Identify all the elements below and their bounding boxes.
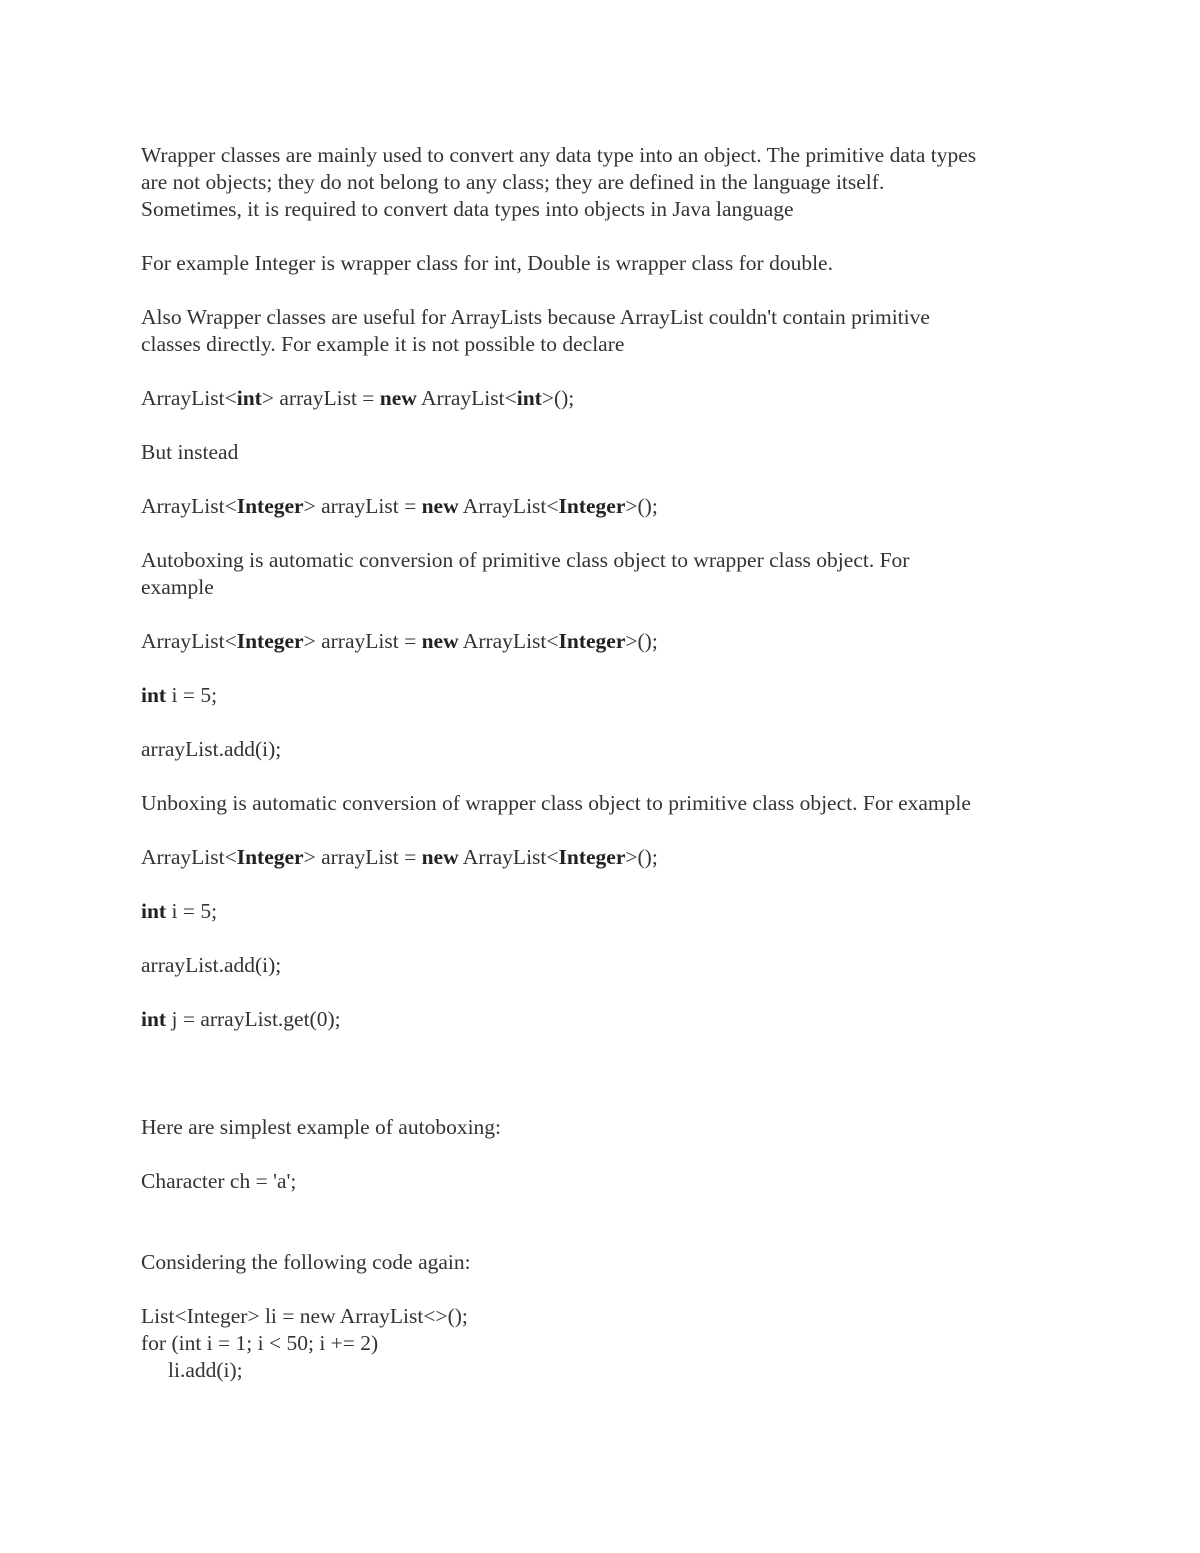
code-keyword: int xyxy=(516,386,542,410)
code-int-i-2 xyxy=(141,898,1076,925)
code-keyword: new xyxy=(379,386,417,410)
text-line: Wrapper classes are mainly used to convert any data type into an object. The primitive data types xyxy=(141,143,977,167)
text-line: Also Wrapper classes are useful for ArrayLists because ArrayList couldn't contain primitive xyxy=(141,305,930,329)
code-keyword: int xyxy=(141,899,167,923)
arraylists-paragraph xyxy=(141,304,1076,358)
code-character: Character ch = 'a'; xyxy=(141,1169,297,1193)
code-final-block xyxy=(141,1303,1076,1384)
code-text: > arrayList = xyxy=(303,494,422,518)
code-text: ArrayList< xyxy=(141,494,237,518)
text-line: Autoboxing is automatic conversion of primitive class object to wrapper class object. For xyxy=(141,548,910,572)
document-body xyxy=(141,142,1076,1384)
code-keyword: Integer xyxy=(558,494,626,518)
text-line: example xyxy=(141,575,214,599)
blank-space xyxy=(141,1222,1076,1249)
code-keyword: int xyxy=(141,683,167,707)
code-text: > arrayList = xyxy=(303,845,422,869)
code-int-i-1 xyxy=(141,682,1076,709)
code-text: ArrayList< xyxy=(458,845,559,869)
code-keyword: Integer xyxy=(236,494,304,518)
but-instead-paragraph: But instead xyxy=(141,440,239,464)
code-text: >(); xyxy=(625,494,658,518)
simplest-paragraph: Here are simplest example of autoboxing: xyxy=(141,1115,502,1139)
code-keyword: new xyxy=(421,629,459,653)
code-text: j = arrayList.get(0); xyxy=(166,1007,341,1031)
unboxing-paragraph: Unboxing is automatic conversion of wrapper class object to primitive class object. For example xyxy=(141,791,971,815)
code-add-i-2: arrayList.add(i); xyxy=(141,953,282,977)
code-keyword: int xyxy=(141,1007,167,1031)
code-arraylist-integer-1 xyxy=(141,493,1076,520)
code-add-i-1: arrayList.add(i); xyxy=(141,737,282,761)
code-text: ArrayList< xyxy=(458,494,559,518)
code-text: ArrayList< xyxy=(141,386,237,410)
code-text: ArrayList< xyxy=(141,629,237,653)
considering-paragraph: Considering the following code again: xyxy=(141,1250,471,1274)
code-text: >(); xyxy=(625,845,658,869)
code-keyword: Integer xyxy=(236,629,304,653)
code-text: i = 5; xyxy=(166,683,218,707)
blank-space xyxy=(141,1060,1076,1114)
intro-paragraph xyxy=(141,142,1076,223)
code-keyword: int xyxy=(236,386,262,410)
code-text: > arrayList = xyxy=(303,629,422,653)
code-keyword: Integer xyxy=(558,845,626,869)
code-arraylist-integer-2 xyxy=(141,628,1076,655)
code-text: ArrayList< xyxy=(416,386,517,410)
code-line: li.add(i); xyxy=(168,1358,243,1382)
code-text: >(); xyxy=(625,629,658,653)
code-keyword: new xyxy=(421,494,459,518)
code-arraylist-integer-3 xyxy=(141,844,1076,871)
code-line: for (int i = 1; i < 50; i += 2) xyxy=(141,1331,379,1355)
code-arraylist-int xyxy=(141,385,1076,412)
code-text: ArrayList< xyxy=(458,629,559,653)
code-line: List<Integer> li = new ArrayList<>(); xyxy=(141,1304,468,1328)
code-keyword: Integer xyxy=(236,845,304,869)
text-line: Sometimes, it is required to convert data types into objects in Java language xyxy=(141,197,794,221)
text-line: classes directly. For example it is not possible to declare xyxy=(141,332,625,356)
code-text: > arrayList = xyxy=(261,386,380,410)
code-keyword: Integer xyxy=(558,629,626,653)
example-intro-paragraph: For example Integer is wrapper class for int, Double is wrapper class for double. xyxy=(141,251,833,275)
code-keyword: new xyxy=(421,845,459,869)
autoboxing-paragraph xyxy=(141,547,1076,601)
code-text: >(); xyxy=(541,386,575,410)
code-int-j xyxy=(141,1006,1076,1033)
code-text: ArrayList< xyxy=(141,845,237,869)
text-line: are not objects; they do not belong to any class; they are defined in the language itself. xyxy=(141,170,885,194)
code-text: i = 5; xyxy=(166,899,218,923)
